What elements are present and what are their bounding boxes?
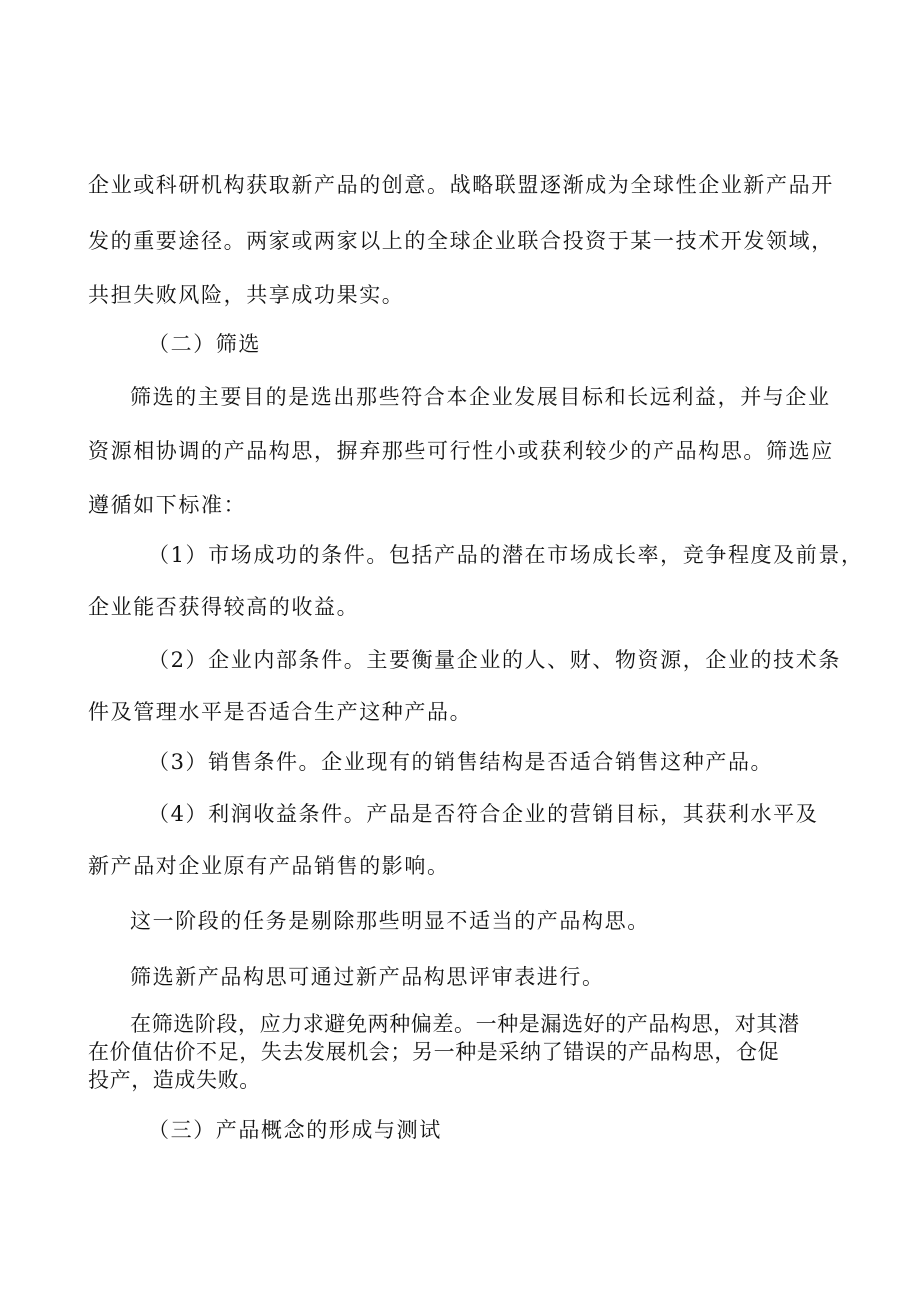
criterion-line: （1）市场成功的条件。包括产品的潜在市场成长率，竞争程度及前景， — [148, 543, 864, 567]
criterion-line: 新产品对企业原有产品销售的影响。 — [88, 854, 450, 878]
paragraph-line: 这一阶段的任务是剔除那些明显不适当的产品构思。 — [130, 909, 650, 933]
paragraph-line: 资源相协调的产品构思，摒弃那些可行性小或获利较少的产品构思。筛选应 — [88, 439, 834, 463]
paragraph-line: 遵循如下标准： — [88, 493, 247, 517]
criterion-line: 件及管理水平是否适合生产这种产品。 — [88, 700, 473, 724]
paragraph-line: 在筛选阶段，应力求避免两种偏差。一种是漏选好的产品构思，对其潜 — [130, 1012, 800, 1036]
criterion-line: （3）销售条件。企业现有的销售结构是否适合销售这种产品。 — [148, 750, 774, 774]
criterion-line: （4）利润收益条件。产品是否符合企业的营销目标，其获利水平及 — [148, 802, 819, 826]
paragraph-line: 筛选的主要目的是选出那些符合本企业发展目标和长远利益，并与企业 — [130, 385, 831, 409]
section-heading: （二）筛选 — [148, 332, 261, 356]
criterion-line: 企业能否获得较高的收益。 — [88, 595, 360, 619]
paragraph-line: 企业或科研机构获取新产品的创意。战略联盟逐渐成为全球性企业新产品开 — [88, 173, 834, 197]
paragraph-line: 筛选新产品构思可通过新产品构思评审表进行。 — [130, 965, 605, 989]
paragraph-line: 在价值估价不足，失去发展机会；另一种是采纳了错误的产品构思，仓促 — [88, 1040, 780, 1064]
paragraph-line: 投产，造成失败。 — [88, 1068, 261, 1092]
section-heading: （三）产品概念的形成与测试 — [148, 1118, 442, 1142]
paragraph-line: 共担失败风险，共享成功果实。 — [88, 283, 405, 307]
paragraph-line: 发的重要途径。两家或两家以上的全球企业联合投资于某一技术开发领域， — [88, 229, 834, 253]
criterion-line: （2）企业内部条件。主要衡量企业的人、财、物资源，企业的技术条 — [148, 648, 841, 672]
